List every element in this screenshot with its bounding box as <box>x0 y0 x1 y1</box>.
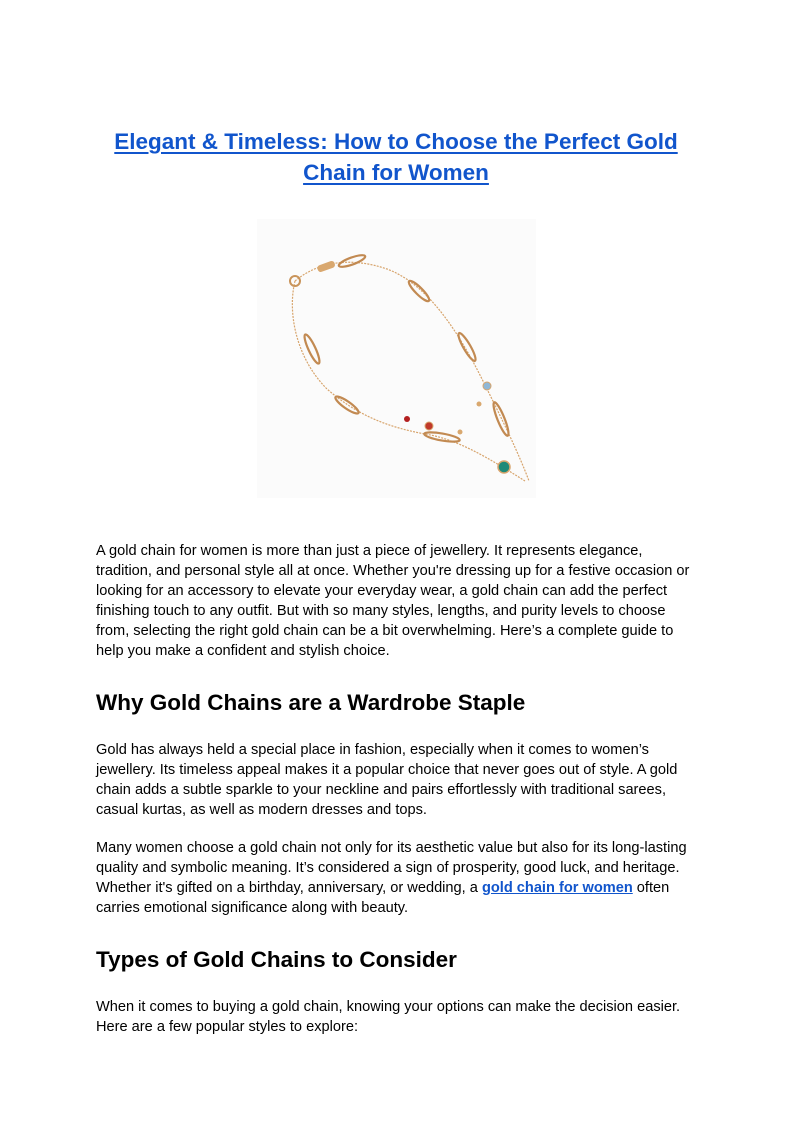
gold-chain-image <box>257 219 536 498</box>
section-heading-wardrobe-staple: Why Gold Chains are a Wardrobe Staple <box>96 690 526 715</box>
p2-text-before: Many women choose a gold chain not only for its aesthetic value but also for its long-lasting quality and symbolic meaning. It’s considered a sign of prosperity, good luck, and heritage. Whether it's gifted on a birthday, anniversary, or wedding, a <box>96 840 687 896</box>
section-heading-types: Types of Gold Chains to Consider <box>96 947 457 972</box>
intro-paragraph: A gold chain for women is more than just a piece of jewellery. It represents elegance, tradition, and personal style all at once. Whether you're dressing up for a festive occasion or looking for an accessory to elevate your everyday wear, a gold chain can add the perfect finishing touch to any outfit. But with so many styles, lengths, and purity levels to choose from, selecting the right gold chain can be a bit overwhelming. Here’s a complete guide to help you make a confident and stylish choice. <box>96 543 690 659</box>
section1-paragraph-2 <box>96 838 696 918</box>
article-title <box>96 126 696 188</box>
section2-paragraph-1: When it comes to buying a gold chain, knowing your options can make the decision easier. Here are a few popular styles to explore: <box>96 999 681 1035</box>
gold-chain-for-women-link[interactable]: gold chain for women <box>481 880 633 896</box>
article <box>96 126 696 1037</box>
title-line-1: Elegant & Timeless: How to Choose the Perfect Gold <box>114 129 678 154</box>
p2-text-after: often carries emotional significance along with beauty. <box>96 880 670 916</box>
section1-paragraph-1: Gold has always held a special place in fashion, especially when it comes to women’s jewellery. Its timeless appeal makes it a popular choice that never goes out of style. A gold chain adds a subtle sparkle to your neckline and pairs effortlessly with traditional sarees, casual kurtas, as well as modern dresses and tops. <box>96 742 678 818</box>
title-link[interactable] <box>114 129 677 185</box>
title-line-2: Chain for Women <box>303 160 489 185</box>
